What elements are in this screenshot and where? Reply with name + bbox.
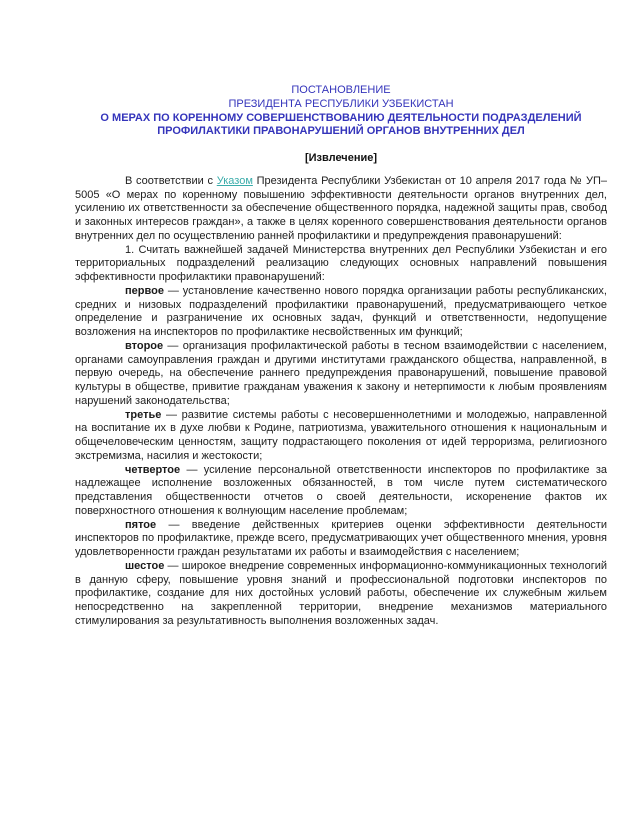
lead-word-3: первое [125, 284, 164, 297]
document-heading [75, 84, 607, 139]
paragraph-text: — развитие системы работы с несовершеннолетними и молодежью, направленной на воспитание их в духе любви к Родине, патриотизма, уважительного отношения к национальным и общечеловеческим ценностям, защиту подрастающего поколения от идей терроризма, религиозного экстремизма, насилия и жестокости; [75, 408, 607, 462]
lead-word-5: третье [125, 408, 162, 421]
paragraph-text: В соответствии с [125, 174, 217, 187]
lead-word-7: пятое [125, 518, 157, 531]
extract-label: [Извлечение] [304, 152, 378, 164]
paragraph-8 [75, 560, 607, 629]
paragraph-text: Президента Республики Узбекистан от 10 апреля 2017 года № УП–5005 «О мерах по коренному повышению эффективности деятельности органов внутренних дел, усилению их ответственности за обеспечение общественного порядка, надежной защиты прав, свобод и законных интересов граждан», а также в целях коренного совершенствования деятельности органов внутренних дел по осуществлению ранней профилактики и предупреждения правонарушений: [75, 174, 607, 242]
paragraph-text: — организация профилактической работы в тесном взаимодействии с населением, органами самоуправления граждан и другими институтами гражданского общества, направленной, в первую очередь, на обеспечение раннего предупреждения правонарушений, повышение правовой культуры в обществе, привитие гражданам уважения к закону и нетерпимости к любым проявлениям нарушений законодательства; [75, 339, 607, 407]
document-body [75, 175, 607, 629]
paragraph-6 [75, 464, 607, 519]
lead-word-4: второе [125, 339, 164, 352]
paragraph-text: — широкое внедрение современных информационно-коммуникационных технологий в данную сферу, повышение уровня знаний и профессиональной подготовки инспекторов по профилактике, создание для них достойных условий работы, обеспечение их служебным жильем непосредственно на закрепленной территории, внедрение механизмов материального стимулирования за результативность выполнения возложенных задач. [75, 559, 607, 627]
decree-link[interactable]: Указом [216, 174, 253, 187]
paragraph-text: — введение действенных критериев оценки эффективности деятельности инспекторов по профилактике, прежде всего, предусматривающих учет общественного мнения, уровня удовлетворенности граждан результатами их работы и взаимодействия с населением; [75, 518, 607, 558]
paragraph-4 [75, 340, 607, 409]
paragraph-7 [75, 519, 607, 560]
paragraph-text: — установление качественно нового порядка организации работы республиканских, средних и низовых подразделений профилактики правонарушений, предусматривающего четкое определение и разграничение их основных задач, функций и ответственности, недопущение возложения на инспекторов по профилактике несвойственных им функций; [75, 284, 607, 338]
paragraph-text: 1. Считать важнейшей задачей Министерства внутренних дел Республики Узбекистан и его территориальных подразделений реализацию следующих основных направлений повышения эффективности профилактики правонарушений: [75, 243, 607, 283]
paragraph-3 [75, 285, 607, 340]
document-title: О МЕРАХ ПО КОРЕННОМУ СОВЕРШЕНСТВОВАНИЮ ДЕЯТЕЛЬНОСТИ ПОДРАЗДЕЛЕНИЙ ПРОФИЛАКТИКИ ПРАВОНАРУШЕНИЙ ОРГАНОВ ВНУТРЕННИХ ДЕЛ [100, 111, 582, 138]
paragraph-5 [75, 409, 607, 464]
heading-line-1: ПОСТАНОВЛЕНИЕ [291, 84, 391, 96]
paragraph-1 [75, 175, 607, 244]
paragraph-2 [75, 244, 607, 285]
heading-line-2: ПРЕЗИДЕНТА РЕСПУБЛИКИ УЗБЕКИСТАН [228, 97, 454, 110]
paragraph-text: — усиление персональной ответственности инспекторов по профилактике за надлежащее исполнение возложенных обязанностей, в том числе путем систематического представления общественности отчетов о своей деятельности, искоренение фактов их поверхностного отношения к волнующим население проблемам; [75, 463, 607, 517]
lead-word-6: четвертое [125, 463, 181, 476]
lead-word-8: шестое [125, 559, 165, 572]
